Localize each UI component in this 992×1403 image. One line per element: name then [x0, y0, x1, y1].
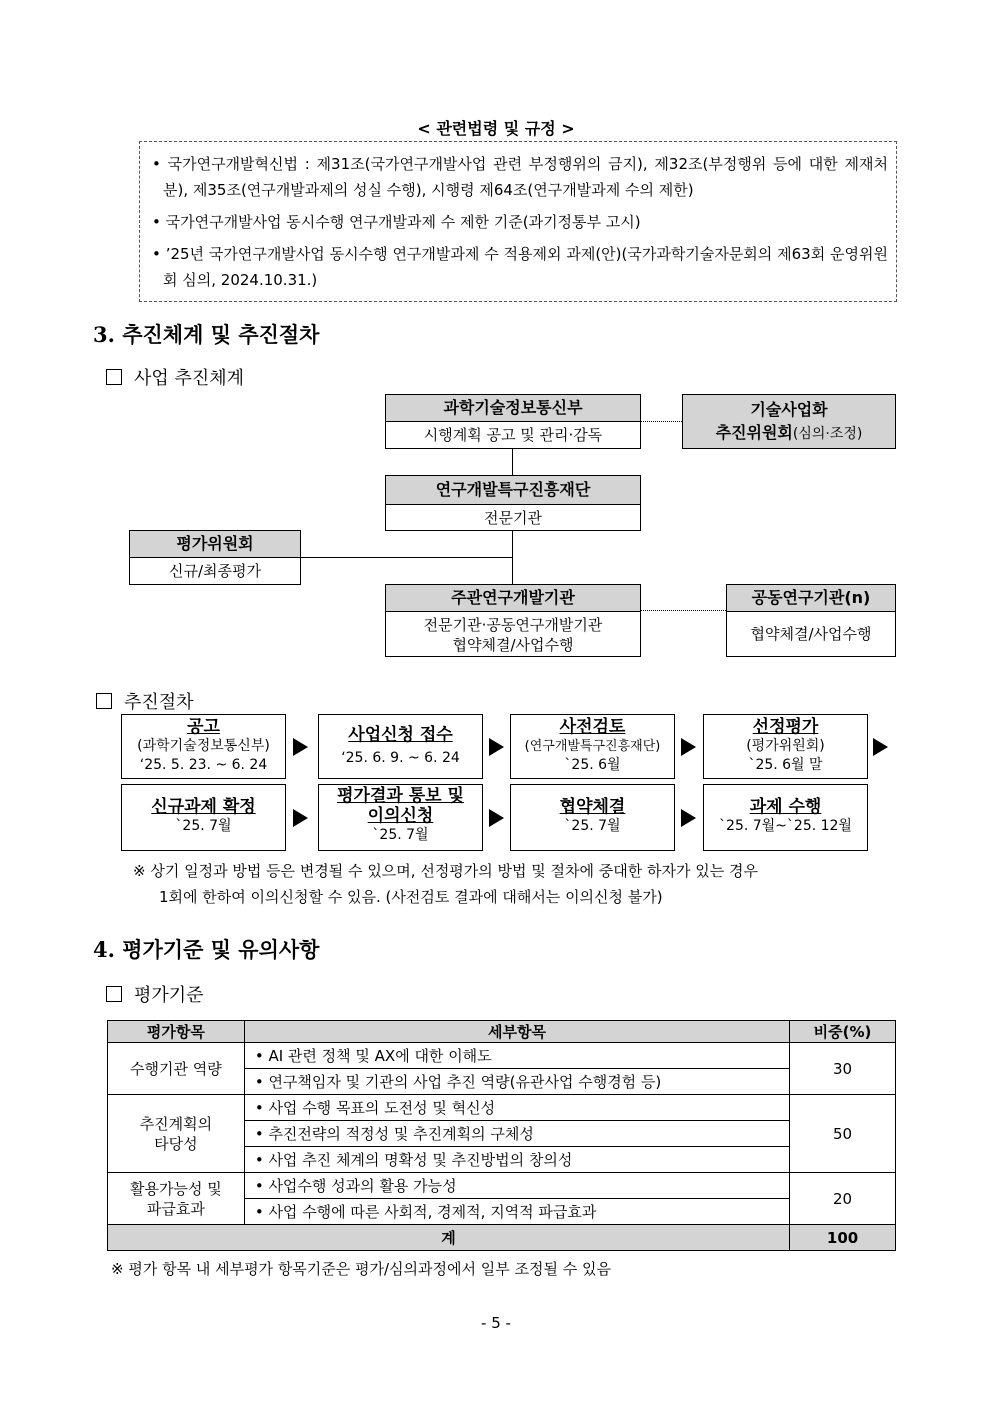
laws-box [139, 141, 897, 302]
org-box-foundation [385, 475, 641, 531]
total-label: 계 [108, 1225, 790, 1251]
detail-cell: • 사업수행 성과의 활용 가능성 [244, 1173, 789, 1199]
committee-line2 [683, 421, 895, 446]
procedure-date: `25. 6월 말 [748, 757, 823, 773]
org-box-body [386, 612, 640, 655]
procedure-date: `25. 7월~`25. 12월 [719, 818, 852, 834]
total-value: 100 [790, 1225, 896, 1251]
procedure-sub: (과학기술정보통신부) [137, 738, 270, 754]
weight-cell: 20 [790, 1173, 896, 1225]
procedure-note [133, 858, 898, 910]
org-box-body: 협약체결/사업수행 [750, 625, 872, 643]
category-line: 타당성 [154, 1134, 198, 1153]
checkbox-square-icon [106, 369, 122, 385]
page-number: - 5 - [481, 1314, 511, 1332]
law-item: • ’25년 국가연구개발사업 동시수행 연구개발과제 수 적용제외 과제(안)(국가과학기술자문회의 제63회 운영위원회 심의, 2024.10.31.) [152, 245, 888, 289]
detail-cell: • 추진전략의 적정성 및 추진계획의 구체성 [244, 1121, 789, 1147]
right-arrow-icon [293, 809, 308, 827]
law-item: • 국가연구개발혁신법 : 제31조(국가연구개발사업 관련 부정행위의 금지), 제32조(부정행위 등에 대한 제재처분), 제35조(연구개발과제의 성실 수행), 시행령 제64조(연구개발과제 수의 제한) [152, 155, 888, 199]
right-arrow-icon [681, 809, 696, 827]
procedure-title: 공고 [187, 717, 220, 737]
right-arrow-icon [293, 738, 308, 756]
table-header: 비중(%) [790, 1021, 896, 1043]
org-box-head: 과학기술정보통신부 [386, 395, 640, 422]
category-cell [108, 1173, 245, 1225]
procedure-step [510, 784, 675, 851]
category-line: 활용가능성 및 [130, 1179, 222, 1198]
org-box-msit [385, 394, 641, 449]
committee-role: (심의·조정) [792, 426, 863, 442]
org-box-head: 공동연구기관(n) [727, 585, 895, 612]
table-header: 평가항목 [108, 1021, 245, 1043]
table-row [108, 1043, 896, 1069]
eval-note: ※ 평가 항목 내 세부평가 항목기준은 평가/심의과정에서 일부 조정될 수 있음 [111, 1260, 612, 1278]
procedure-date: ‘25. 6. 9. ~ 6. 24 [341, 750, 460, 766]
checkbox-square-icon [106, 986, 122, 1002]
table-row [108, 1095, 896, 1121]
law-item: • 국가연구개발사업 동시수행 연구개발과제 수 제한 기준(과기정통부 고시) [152, 213, 641, 231]
right-arrow-icon [489, 738, 504, 756]
org-box-body: 시행계획 공고 및 관리·감독 [423, 426, 603, 444]
procedure-sub: (평가위원회) [746, 738, 825, 754]
connector-line [512, 530, 513, 585]
procedure-date: `25. 7월 [564, 818, 621, 834]
org-box-joint-institution [726, 584, 896, 657]
procedure-title: 평가결과 통보 및 [337, 786, 464, 806]
section3-heading: 3. 추진체계 및 추진절차 [93, 322, 320, 347]
dotted-connector [640, 610, 726, 611]
procedure-step [703, 714, 868, 779]
procedure-title: 협약체결 [559, 797, 626, 817]
procedure-title: 선정평가 [752, 717, 819, 737]
procedure-date: `25. 6월 [564, 757, 621, 773]
procedure-title: 과제 수행 [749, 797, 822, 817]
note-line: 1회에 한하여 이의신청할 수 있음. (사전검토 결과에 대해서는 이의신청 불가) [159, 888, 663, 906]
org-box-head: 주관연구개발기관 [386, 585, 640, 612]
right-arrow-icon [489, 809, 504, 827]
procedure-step [318, 714, 483, 779]
procedure-date: `25. 7월 [175, 818, 232, 834]
detail-cell: • 사업 추진 체계의 명확성 및 추진방법의 창의성 [244, 1147, 789, 1173]
procedure-title: 사전검토 [559, 717, 626, 737]
procedure-title: 사업신청 접수 [348, 725, 453, 745]
section3-sub-structure [106, 364, 244, 390]
weight-cell: 30 [790, 1043, 896, 1095]
procedure-date: `25. 7월 [372, 827, 429, 843]
procedure-date: ‘25. 5. 23. ~ 6. 24 [139, 757, 268, 773]
category-line: 파급효과 [146, 1199, 205, 1218]
detail-cell: • AI 관련 정책 및 AX에 대한 이해도 [244, 1043, 789, 1069]
procedure-step [510, 714, 675, 779]
procedure-step [318, 784, 483, 851]
checkbox-square-icon [96, 693, 112, 709]
procedure-step [121, 714, 286, 779]
table-header: 세부항목 [244, 1021, 789, 1043]
org-box-committee [682, 394, 896, 449]
weight-cell: 50 [790, 1095, 896, 1173]
laws-title: < 관련법령 및 규정 > [417, 119, 575, 138]
section4-sub-criteria [106, 981, 204, 1007]
category-cell: 수행기관 역량 [108, 1043, 245, 1095]
detail-cell: • 사업 수행 목표의 도전성 및 혁신성 [244, 1095, 789, 1121]
subheading-label: 추진절차 [124, 692, 194, 713]
org-box-body: 신규/최종평가 [169, 562, 261, 580]
org-box-body: 전문기관 [484, 509, 542, 527]
right-arrow-icon [681, 738, 696, 756]
connector-line [512, 448, 513, 475]
procedure-step [121, 784, 286, 851]
section4-heading: 4. 평가기준 및 유의사항 [93, 937, 320, 962]
org-box-head: 평가위원회 [130, 531, 300, 558]
evaluation-criteria-table [107, 1020, 896, 1251]
dotted-connector [640, 421, 682, 422]
connector-line [300, 557, 512, 558]
committee-name: 추진위원회 [715, 423, 793, 442]
category-line: 추진계획의 [139, 1114, 213, 1133]
table-row [108, 1173, 896, 1199]
procedure-step [703, 784, 868, 851]
subheading-label: 사업 추진체계 [134, 368, 245, 389]
procedure-title: 신규과제 확정 [151, 797, 256, 817]
org-box-head: 연구개발특구진흥재단 [386, 476, 640, 505]
org-box-eval-committee [129, 530, 301, 585]
procedure-sub: (연구개발특구진흥재단) [524, 739, 661, 754]
org-body-line: 협약체결/사업수행 [452, 636, 574, 654]
detail-cell: • 연구책임자 및 기관의 사업 추진 역량(유관사업 수행경험 등) [244, 1069, 789, 1095]
category-cell [108, 1095, 245, 1173]
subheading-label: 평가기준 [134, 985, 204, 1006]
org-body-line: 전문기관·공동연구개발기관 [423, 616, 603, 634]
procedure-title: 이의신청 [367, 806, 434, 826]
detail-cell: • 사업 수행에 따른 사회적, 경제적, 지역적 파급효과 [244, 1199, 789, 1225]
table-total-row [108, 1225, 896, 1251]
table-header-row [108, 1021, 896, 1043]
committee-line1: 기술사업화 [750, 400, 828, 419]
org-box-main-institution [385, 584, 641, 657]
note-line: ※ 상기 일정과 방법 등은 변경될 수 있으며, 선정평가의 방법 및 절차에 중대한 하자가 있는 경우 [133, 862, 758, 880]
section3-sub-procedure [96, 688, 194, 714]
right-arrow-icon [873, 738, 888, 756]
